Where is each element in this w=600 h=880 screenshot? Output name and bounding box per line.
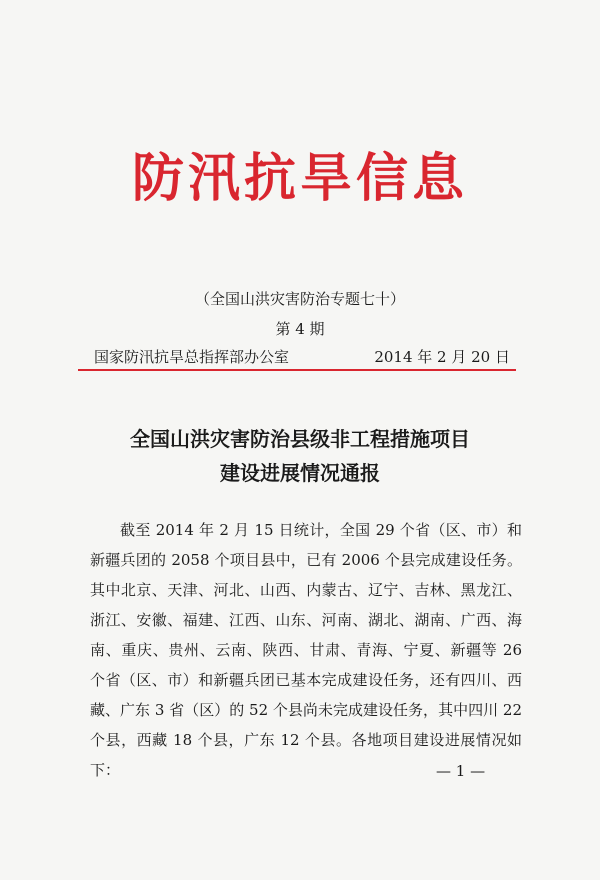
article-title-line-2: 建设进展情况通报 — [220, 461, 380, 485]
masthead-title: 防汛抗旱信息 — [131, 148, 468, 209]
issuer-row — [94, 346, 510, 367]
article-paragraph: 截至 2014 年 2 月 15 日统计，全国 29 个省（区、市）和新疆兵团的 2058 个项目县中，已有 2006 个县完成建设任务。其中北京、天津、河北、山西、内蒙古、辽宁、吉林、黑龙江、浙江、安徽、福建、江西、山东、河南、湖北、湖南、广西、海南、重庆、贵州、云南、陕西、甘肃、青海、宁夏、新疆等 26 个省（区、市）和新疆兵团已基本完成建设任务，还有四川、西藏、广东 3 省（区）的 52 个县尚未完成建设任务，其中四川 22 个县，西藏 18 个县，广东 12 个县。各地项目建设进展情况如下： — [90, 521, 522, 779]
issue-number: 第 4 期 — [275, 320, 325, 338]
article-title-line-1: 全国山洪灾害防治县级非工程措施项目 — [130, 427, 470, 451]
issue-date: 2014 年 2 月 20 日 — [374, 348, 510, 366]
header-divider — [78, 369, 516, 371]
issuer-name: 国家防汛抗旱总指挥部办公室 — [94, 348, 290, 366]
page-number: — 1 — — [436, 762, 486, 780]
series-subtitle: （全国山洪灾害防治专题七十） — [194, 290, 405, 308]
